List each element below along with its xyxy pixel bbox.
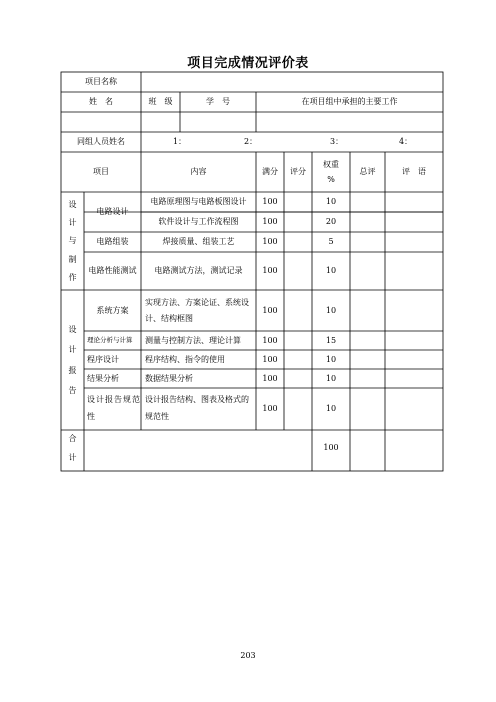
full-score-2: 100 <box>262 217 278 227</box>
weight-6: 15 <box>325 335 337 345</box>
section-char: 报 <box>68 365 77 375</box>
full-score-5: 100 <box>262 305 278 315</box>
content-row-7: 程序结构、指令的使用 <box>145 354 225 364</box>
content-row-4: 电路测试方法，测试记录 <box>154 266 243 276</box>
item-program: 程序设计 <box>87 354 119 364</box>
item-circuit-assembly: 电路组装 <box>96 237 129 247</box>
weight-label: 权重 <box>323 159 339 169</box>
page-number: 203 <box>240 651 256 660</box>
content-row-8: 数据结果分析 <box>145 373 193 383</box>
weight-7: 10 <box>325 354 337 364</box>
section-design-make <box>61 192 84 290</box>
member-1-label: 1： <box>173 137 187 147</box>
content-row-6: 测量与控制方法、理论计算 <box>145 335 241 345</box>
student-no-label: 学 号 <box>206 97 230 107</box>
section-char: 与 <box>68 236 77 246</box>
main-work-label: 在项目组中承担的主要工作 <box>301 97 398 107</box>
project-name-label: 项目名称 <box>85 77 117 87</box>
content-row-3: 焊接质量、组装工艺 <box>162 237 235 247</box>
item-system-plan: 系统方案 <box>96 305 129 315</box>
weight-8: 10 <box>325 373 337 383</box>
col-content-header: 内容 <box>190 167 207 177</box>
weight-5: 10 <box>325 305 337 315</box>
item-circuit-test: 电路性能测试 <box>88 266 137 276</box>
col-item-header: 项目 <box>93 167 109 177</box>
full-score-3: 100 <box>262 237 278 247</box>
section-char: 计 <box>68 217 77 227</box>
weight-9: 10 <box>325 404 337 414</box>
content-row-2: 软件设计与工作流程图 <box>158 217 239 227</box>
item-circuit-design: 电路设计 <box>96 207 129 217</box>
total-weight: 100 <box>323 443 339 452</box>
weight-1: 10 <box>325 197 337 207</box>
weight-unit: % <box>327 175 335 184</box>
member-3-label: 3： <box>330 137 344 147</box>
col-full-score-header: 满分 <box>262 167 278 177</box>
name-label: 姓 名 <box>89 97 113 107</box>
section-char: 告 <box>68 385 77 395</box>
section-char: 设 <box>68 199 77 209</box>
content-row-9: 设计报告结构、图表及格式的规范性 <box>145 395 249 421</box>
col-comment-header: 评 语 <box>402 167 426 177</box>
section-char: 计 <box>68 345 77 355</box>
weight-4: 10 <box>325 266 337 276</box>
member-2-label: 2： <box>244 137 258 147</box>
section-char: 合 <box>68 434 77 443</box>
item-result: 结果分析 <box>87 373 119 383</box>
section-total <box>61 430 84 471</box>
content-row-5: 实现方法、方案论证、系统设计、结构框图 <box>145 297 249 323</box>
full-score-7: 100 <box>262 354 278 364</box>
col-score-header: 评分 <box>290 167 306 177</box>
member-4-label: 4： <box>399 137 413 147</box>
item-theory: 理论分析与计算 <box>87 335 133 344</box>
section-char: 设 <box>68 325 77 335</box>
section-char: 计 <box>68 453 77 463</box>
item-report-norm: 设计报告规范性 <box>87 395 141 421</box>
form-title: 项目完成情况评价表 <box>187 56 309 71</box>
class-label: 班 级 <box>148 97 173 107</box>
col-weight-header <box>312 152 350 192</box>
section-char: 作 <box>68 273 77 283</box>
weight-2: 20 <box>325 217 337 227</box>
full-score-8: 100 <box>262 373 278 383</box>
full-score-9: 100 <box>262 404 278 414</box>
full-score-1: 100 <box>262 197 278 207</box>
section-char: 制 <box>68 254 77 264</box>
section-design-report <box>61 290 84 430</box>
weight-3: 5 <box>328 237 334 247</box>
group-members-label: 同组人员姓名 <box>77 137 125 147</box>
full-score-6: 100 <box>262 335 278 345</box>
content-row-1: 电路原理图与电路板图设计 <box>150 197 247 207</box>
full-score-4: 100 <box>262 266 278 276</box>
col-total-header: 总评 <box>359 167 376 177</box>
